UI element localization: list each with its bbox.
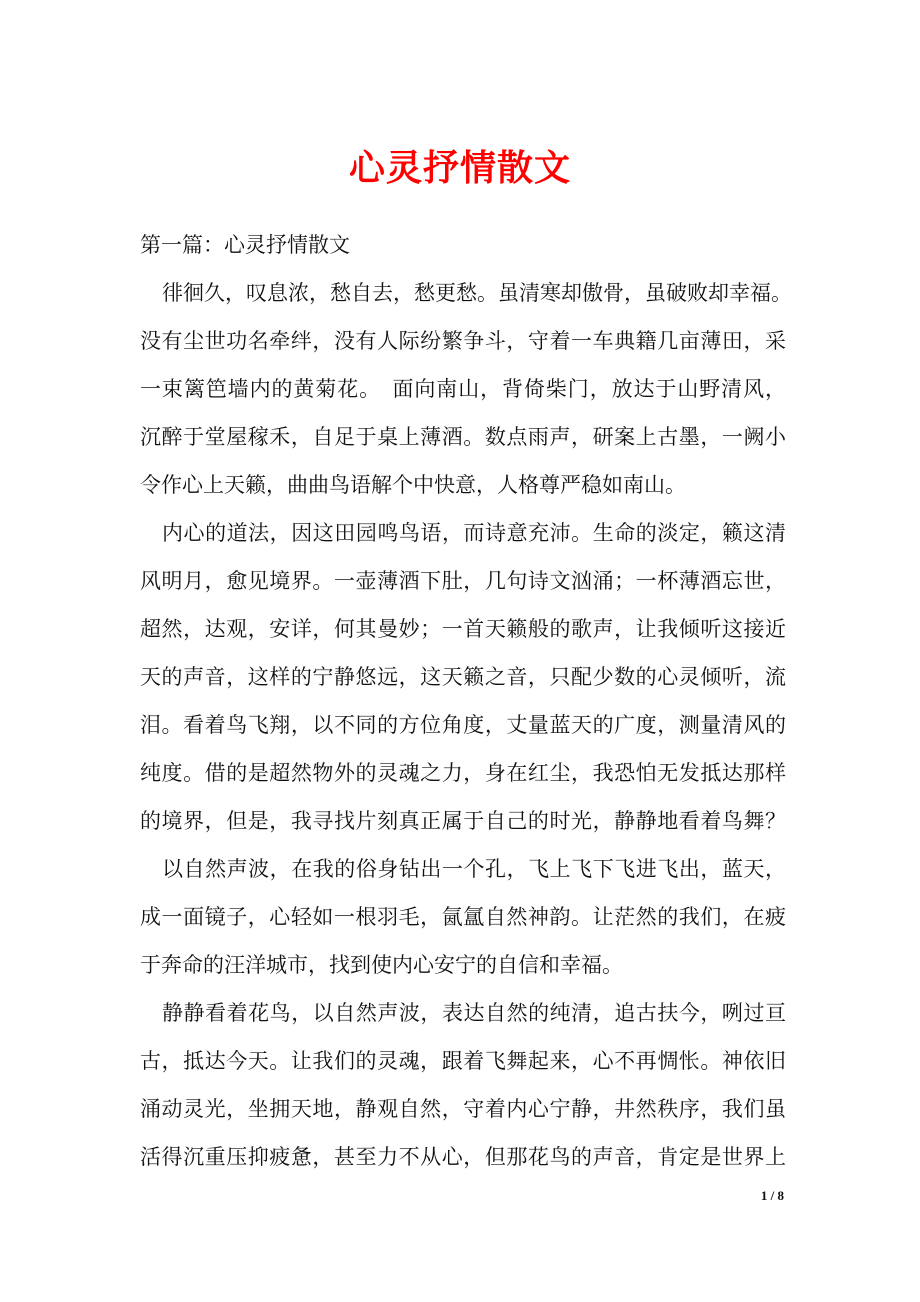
text-line: 风明月，愈见境界。一壶薄酒下肚，几句诗文汹涌；一杯薄酒忘世， <box>140 569 786 593</box>
text-line: 泪。看着鸟飞翔，以不同的方位角度，丈量蓝天的广度，测量清风的 <box>140 713 786 737</box>
text-line: 静静看着花鸟，以自然声波，表达自然的纯清，追古扶今，咧过亘 <box>162 1001 786 1025</box>
text-line: 天的声音，这样的宁静悠远，这天籁之音，只配少数的心灵倾听，流 <box>140 665 786 689</box>
text-line: 没有尘世功名牵绊，没有人际纷繁争斗，守着一车典籍几亩薄田，采 <box>140 329 786 353</box>
text-line: 内心的道法，因这田园鸣鸟语，而诗意充沛。生命的淡定，籁这清 <box>162 521 786 545</box>
document-title: 心灵抒情散文 <box>348 147 571 189</box>
text-line: 古，抵达今天。让我们的灵魂，跟着飞舞起来，心不再惆怅。神依旧 <box>140 1049 786 1073</box>
document-body <box>140 221 792 1181</box>
text-line: 于奔命的汪洋城市，找到使内心安宁的自信和幸福。 <box>140 953 623 977</box>
text-line: 的境界，但是，我寻找片刻真正属于自己的时光，静静地看着鸟舞？ <box>140 809 786 833</box>
text-line: 令作心上天籁，曲曲鸟语解个中快意，人格尊严稳如南山。 <box>140 473 686 497</box>
page-number: 1 / 8 <box>760 1188 784 1203</box>
text-line: 以自然声波，在我的俗身钻出一个孔，飞上飞下飞进飞出，蓝天， <box>162 857 786 881</box>
text-line: 涌动灵光，坐拥天地，静观自然，守着内心宁静，井然秩序，我们虽 <box>140 1097 786 1121</box>
text-line: 徘徊久，叹息浓，愁自去，愁更愁。虽清寒却傲骨，虽破败却幸福。 <box>162 281 792 305</box>
text-line: 超然，达观，安详，何其曼妙；一首天籁般的歌声，让我倾听这接近 <box>140 617 786 641</box>
text-line: 沉醉于堂屋稼禾，自足于桌上薄酒。数点雨声，研案上古墨，一阙小 <box>140 425 786 449</box>
text-line: 成一面镜子，心轻如一根羽毛，氤氲自然神韵。让茫然的我们，在疲 <box>140 905 786 929</box>
text-line: 纯度。借的是超然物外的灵魂之力，身在红尘，我恐怕无发抵达那样 <box>140 761 786 785</box>
text-line: 一束篱笆墙内的黄菊花。 面向南山，背倚柴门，放达于山野清风， <box>140 377 786 401</box>
section-heading: 第一篇：心灵抒情散文 <box>140 233 350 257</box>
text-line: 活得沉重压抑疲惫，甚至力不从心，但那花鸟的声音，肯定是世界上 <box>140 1145 786 1169</box>
